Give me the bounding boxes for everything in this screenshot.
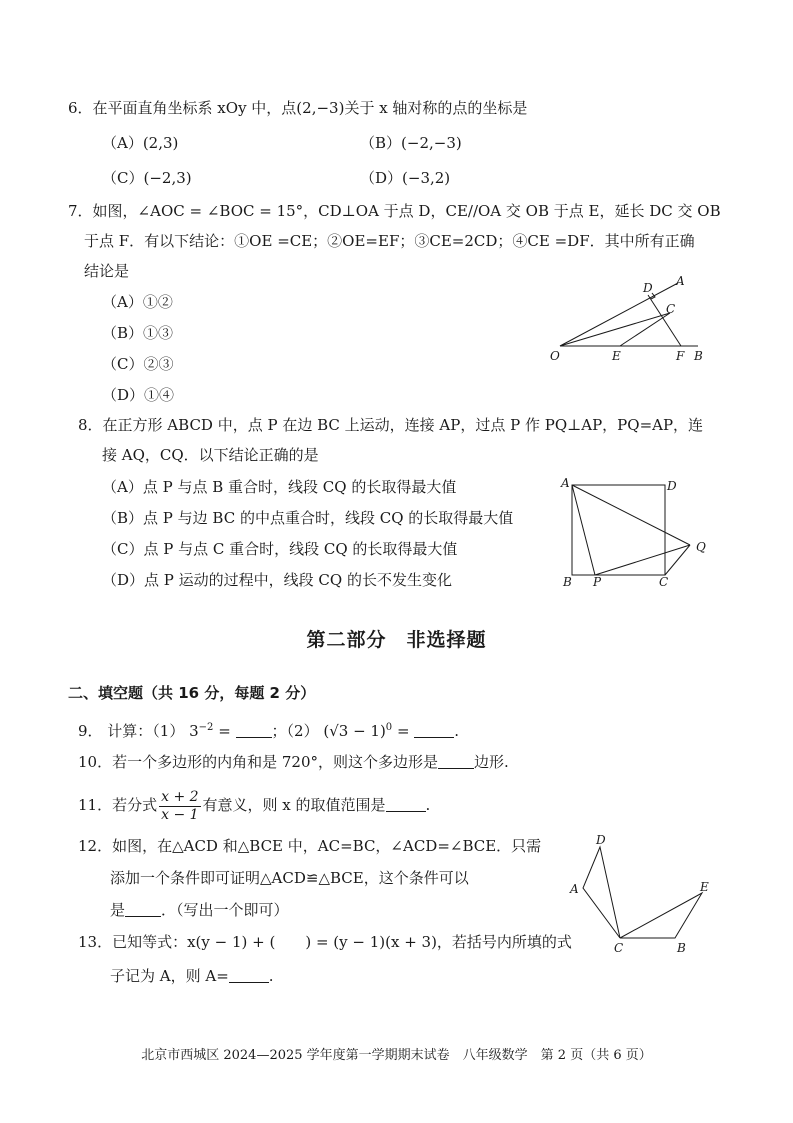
- section2-heading: 二、填空题（共 16 分，每题 2 分）: [68, 684, 316, 702]
- q8-option-c: （C）点 P 与点 C 重合时，线段 CQ 的长取得最大值: [102, 540, 458, 558]
- q13-blank[interactable]: [229, 968, 269, 983]
- q6-stem: 6．在平面直角坐标系 xOy 中，点(2,−3)关于 x 轴对称的点的坐标是: [68, 99, 528, 117]
- q11-suffix: 有意义，则 x 的取值范围是: [202, 796, 386, 814]
- q7-label-f: F: [676, 349, 685, 363]
- q8-option-b: （B）点 P 与边 BC 的中点重合时，线段 CQ 的长取得最大值: [102, 509, 514, 527]
- q7-label-o: O: [550, 349, 560, 363]
- q6-option-a: （A）(2,3): [102, 134, 179, 152]
- q8-label-d: D: [667, 479, 677, 493]
- q11-fraction: [159, 789, 200, 824]
- q7-label-e: E: [612, 349, 621, 363]
- q8-line1: 8．在正方形 ABCD 中，点 P 在边 BC 上运动，连接 AP，过点 P 作 PQ⊥AP，PQ=AP，连: [78, 416, 704, 434]
- q11-line: [78, 785, 430, 825]
- q8-label-a: A: [561, 476, 570, 490]
- q9-blank-1[interactable]: [236, 723, 272, 738]
- q8-label-q: Q: [696, 540, 706, 554]
- q12-blank[interactable]: [125, 902, 161, 917]
- q13-line2-prefix: 子记为 A，则 A=: [110, 967, 229, 985]
- q9-exponent-1: −2: [198, 722, 214, 733]
- q10-line: [78, 752, 509, 772]
- q7-option-b: （B）①③: [102, 324, 174, 342]
- q12-figure: [560, 830, 720, 955]
- page-footer: 北京市西城区 2024—2025 学年度第一学期期末试卷 八年级数学 第 2 页（共 6 页）: [141, 1048, 652, 1063]
- q12-label-c: C: [614, 941, 624, 955]
- q9-blank-2[interactable]: [414, 723, 454, 738]
- q9-prefix: 9． 计算：（1） 3: [78, 722, 199, 740]
- q10-blank[interactable]: [438, 754, 474, 769]
- q7-label-d: D: [643, 281, 653, 295]
- q11-prefix: 11．若分式: [78, 796, 158, 814]
- q6-option-c: （C）(−2,3): [102, 169, 192, 187]
- q9-line: [78, 718, 459, 741]
- q12-label-d: D: [596, 833, 606, 847]
- q13-period: .: [268, 967, 274, 985]
- q13-line2: [110, 966, 274, 986]
- q12-line1: 12．如图，在△ACD 和△BCE 中，AC=BC，∠ACD=∠BCE．只需: [78, 837, 542, 855]
- q11-period: .: [425, 796, 431, 814]
- q11-blank[interactable]: [386, 797, 426, 812]
- q10-text: 10．若一个多边形的内角和是 720°，则这个多边形是: [78, 753, 438, 771]
- q11-denominator: x − 1: [161, 806, 199, 823]
- q7-line3: 结论是: [84, 262, 130, 280]
- q8-label-b: B: [563, 575, 572, 589]
- q13-line1: 13．已知等式：x(y − 1) + ( ) = (y − 1)(x + 3)，若括号内所填的式: [78, 933, 572, 951]
- q7-label-c: C: [666, 302, 676, 316]
- q7-label-a: A: [676, 274, 685, 288]
- q8-label-p: P: [593, 575, 602, 589]
- q11-numerator: x + 2: [161, 788, 199, 805]
- q9-exponent-2: 0: [385, 722, 393, 733]
- q7-label-b: B: [694, 349, 703, 363]
- q7-option-c: （C）②③: [102, 355, 174, 373]
- q8-line2: 接 AQ，CQ．以下结论正确的是: [102, 446, 319, 464]
- q8-figure: [555, 470, 720, 590]
- q12-line2: 添加一个条件即可证明△ACD≌△BCE，这个条件可以: [110, 869, 469, 887]
- q9-equals-2: =: [392, 722, 415, 740]
- q10-tail: 边形.: [474, 753, 509, 771]
- q12-label-e: E: [700, 880, 709, 894]
- q8-label-c: C: [659, 575, 669, 589]
- q6-option-d: （D）(−3,2): [360, 169, 451, 187]
- q8-option-a: （A）点 P 与点 B 重合时，线段 CQ 的长取得最大值: [102, 478, 457, 496]
- q6-option-b: （B）(−2,−3): [360, 134, 462, 152]
- q7-line2: 于点 F．有以下结论：①OE =CE；②OE=EF；③CE=2CD；④CE =DF．其中所有正确: [84, 232, 695, 250]
- q12-line3-prefix: 是: [110, 901, 126, 919]
- q8-option-d: （D）点 P 运动的过程中，线段 CQ 的长不发生变化: [102, 571, 452, 589]
- q12-label-b: B: [677, 941, 686, 955]
- q9-period: .: [454, 722, 460, 740]
- q12-line3-suffix: ．（写出一个即可）: [161, 901, 289, 919]
- q12-line3: [110, 900, 289, 920]
- q12-label-a: A: [570, 882, 579, 896]
- q9-separator: ；（2） (√3 − 1): [271, 722, 386, 740]
- q7-option-a: （A）①②: [102, 293, 173, 311]
- part2-title: 第二部分 非选择题: [306, 629, 487, 651]
- q7-line1: 7．如图，∠AOC = ∠BOC = 15°，CD⊥OA 于点 D，CE//OA 交 OB 于点 E，延长 DC 交 OB: [68, 202, 721, 220]
- q9-equals-1: =: [213, 722, 236, 740]
- q7-option-d: （D）①④: [102, 386, 175, 404]
- q7-figure: [548, 270, 718, 365]
